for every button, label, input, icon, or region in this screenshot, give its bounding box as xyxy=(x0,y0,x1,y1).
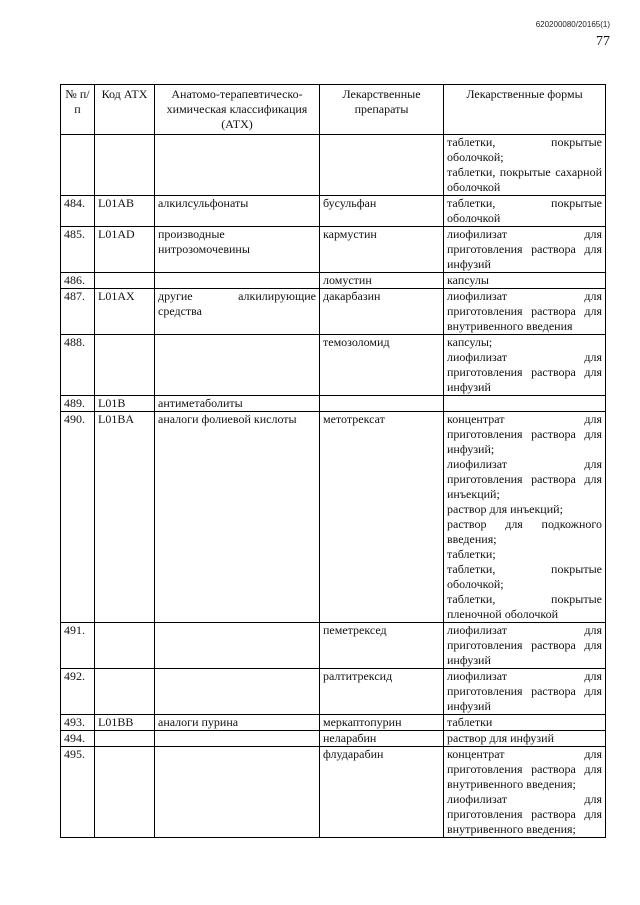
classification-cell xyxy=(155,135,320,196)
dosage-form-item: лиофилизат для приготовления раствора для инфузий xyxy=(447,227,602,271)
table-row xyxy=(61,273,606,289)
dosage-form-item: лиофилизат для приготовления раствора для инъекций; xyxy=(447,457,602,501)
table-row xyxy=(61,412,606,623)
row-number-cell: 487. xyxy=(61,289,95,335)
row-number-cell: 488. xyxy=(61,335,95,396)
table-row xyxy=(61,135,606,196)
table-row xyxy=(61,335,606,396)
drug-name-cell xyxy=(320,135,444,196)
classification-cell: алкилсульфонаты xyxy=(155,196,320,227)
dosage-form-item: лиофилизат для приготовления раствора для внутривенного введения xyxy=(447,289,602,333)
dosage-form-item: лиофилизат для приготовления раствора для инфузий xyxy=(447,669,602,713)
classification-cell xyxy=(155,623,320,669)
atx-code-cell: L01B xyxy=(95,396,155,412)
table-row xyxy=(61,396,606,412)
dosage-form-item: лиофилизат для приготовления раствора для внутривенного введения; xyxy=(447,792,602,836)
drug-name-cell: бусульфан xyxy=(320,196,444,227)
classification-cell xyxy=(155,335,320,396)
classification-cell: аналоги пурина xyxy=(155,715,320,731)
atx-code-cell: L01AX xyxy=(95,289,155,335)
drug-name-cell: кармустин xyxy=(320,227,444,273)
row-number-cell xyxy=(61,135,95,196)
dosage-form-item: раствор для инфузий xyxy=(447,731,554,745)
dosage-form-item: таблетки, покрытые сахарной оболочкой xyxy=(447,165,602,194)
atx-code-cell xyxy=(95,135,155,196)
table-header-row xyxy=(61,85,606,135)
dosage-forms-cell xyxy=(444,623,606,669)
document-id: 620200080/20165(1) xyxy=(535,20,610,29)
table-row xyxy=(61,289,606,335)
table-row xyxy=(61,731,606,747)
classification-cell xyxy=(155,731,320,747)
column-header-atx-code: Код АТХ xyxy=(95,85,155,135)
table-row xyxy=(61,227,606,273)
dosage-forms-cell xyxy=(444,412,606,623)
classification-cell xyxy=(155,669,320,715)
drug-name-cell: неларабин xyxy=(320,731,444,747)
drug-name-cell: темозоломид xyxy=(320,335,444,396)
atx-code-cell: L01AD xyxy=(95,227,155,273)
dosage-forms-cell xyxy=(444,396,606,412)
page-number: 77 xyxy=(596,34,610,49)
table-row xyxy=(61,669,606,715)
classification-cell xyxy=(155,273,320,289)
atx-code-cell xyxy=(95,669,155,715)
dosage-forms-cell xyxy=(444,227,606,273)
table-row xyxy=(61,623,606,669)
dosage-forms-cell xyxy=(444,196,606,227)
classification-cell: антиметаболиты xyxy=(155,396,320,412)
column-header-drugs: Лекарственные препараты xyxy=(320,85,444,135)
dosage-forms-cell xyxy=(444,731,606,747)
row-number-cell: 494. xyxy=(61,731,95,747)
table-row xyxy=(61,715,606,731)
drug-name-cell: метотрексат xyxy=(320,412,444,623)
dosage-forms-cell xyxy=(444,135,606,196)
dosage-form-item: лиофилизат для приготовления раствора для инфузий xyxy=(447,623,602,667)
atx-code-cell: L01AB xyxy=(95,196,155,227)
dosage-form-item: раствор для подкожного введения; xyxy=(447,517,602,546)
dosage-form-item: таблетки; xyxy=(447,547,496,561)
atx-code-cell: L01BB xyxy=(95,715,155,731)
atx-code-cell xyxy=(95,623,155,669)
dosage-forms-cell xyxy=(444,335,606,396)
atx-code-cell xyxy=(95,731,155,747)
row-number-cell: 491. xyxy=(61,623,95,669)
column-header-classification: Анатомо-терапевтическо-химическая классификация (АТХ) xyxy=(155,85,320,135)
dosage-form-item: таблетки, покрытые пленочной оболочкой xyxy=(447,592,602,621)
dosage-form-item: капсулы; xyxy=(447,335,493,349)
table-row xyxy=(61,747,606,838)
row-number-cell: 493. xyxy=(61,715,95,731)
atx-code-cell: L01BA xyxy=(95,412,155,623)
row-number-cell: 489. xyxy=(61,396,95,412)
dosage-forms-cell xyxy=(444,669,606,715)
atx-code-cell xyxy=(95,747,155,838)
classification-cell: аналоги фолиевой кислоты xyxy=(155,412,320,623)
drug-name-cell: пеметрексед xyxy=(320,623,444,669)
dosage-form-item: таблетки, покрытые оболочкой xyxy=(447,196,602,225)
dosage-form-item: концентрат для приготовления раствора для инфузий; xyxy=(447,412,602,456)
row-number-cell: 486. xyxy=(61,273,95,289)
column-header-dosage-forms: Лекарственные формы xyxy=(444,85,606,135)
drug-name-cell: ломустин xyxy=(320,273,444,289)
atx-code-cell xyxy=(95,335,155,396)
dosage-form-item: таблетки, покрытые оболочкой; xyxy=(447,135,602,164)
dosage-form-item: таблетки, покрытые оболочкой; xyxy=(447,562,602,591)
dosage-form-item: капсулы xyxy=(447,273,489,287)
row-number-cell: 490. xyxy=(61,412,95,623)
column-header-number: № п/п xyxy=(61,85,95,135)
classification-cell xyxy=(155,747,320,838)
drug-name-cell xyxy=(320,396,444,412)
atx-code-cell xyxy=(95,273,155,289)
row-number-cell: 495. xyxy=(61,747,95,838)
row-number-cell: 492. xyxy=(61,669,95,715)
drug-name-cell: меркаптопурин xyxy=(320,715,444,731)
dosage-forms-cell xyxy=(444,715,606,731)
dosage-form-item: таблетки xyxy=(447,715,493,729)
dosage-form-item: концентрат для приготовления раствора для внутривенного введения; xyxy=(447,747,602,791)
dosage-forms-cell xyxy=(444,273,606,289)
row-number-cell: 484. xyxy=(61,196,95,227)
atx-drug-table xyxy=(60,84,606,838)
dosage-form-item: лиофилизат для приготовления раствора для инфузий xyxy=(447,350,602,394)
classification-cell: производные нитрозомочевины xyxy=(155,227,320,273)
drug-name-cell: ралтитрексид xyxy=(320,669,444,715)
dosage-forms-cell xyxy=(444,289,606,335)
dosage-forms-cell xyxy=(444,747,606,838)
drug-name-cell: флударабин xyxy=(320,747,444,838)
dosage-form-item: раствор для инъекций; xyxy=(447,502,563,516)
classification-cell: другие алкилирующие средства xyxy=(155,289,320,335)
drug-name-cell: дакарбазин xyxy=(320,289,444,335)
row-number-cell: 485. xyxy=(61,227,95,273)
table-row xyxy=(61,196,606,227)
